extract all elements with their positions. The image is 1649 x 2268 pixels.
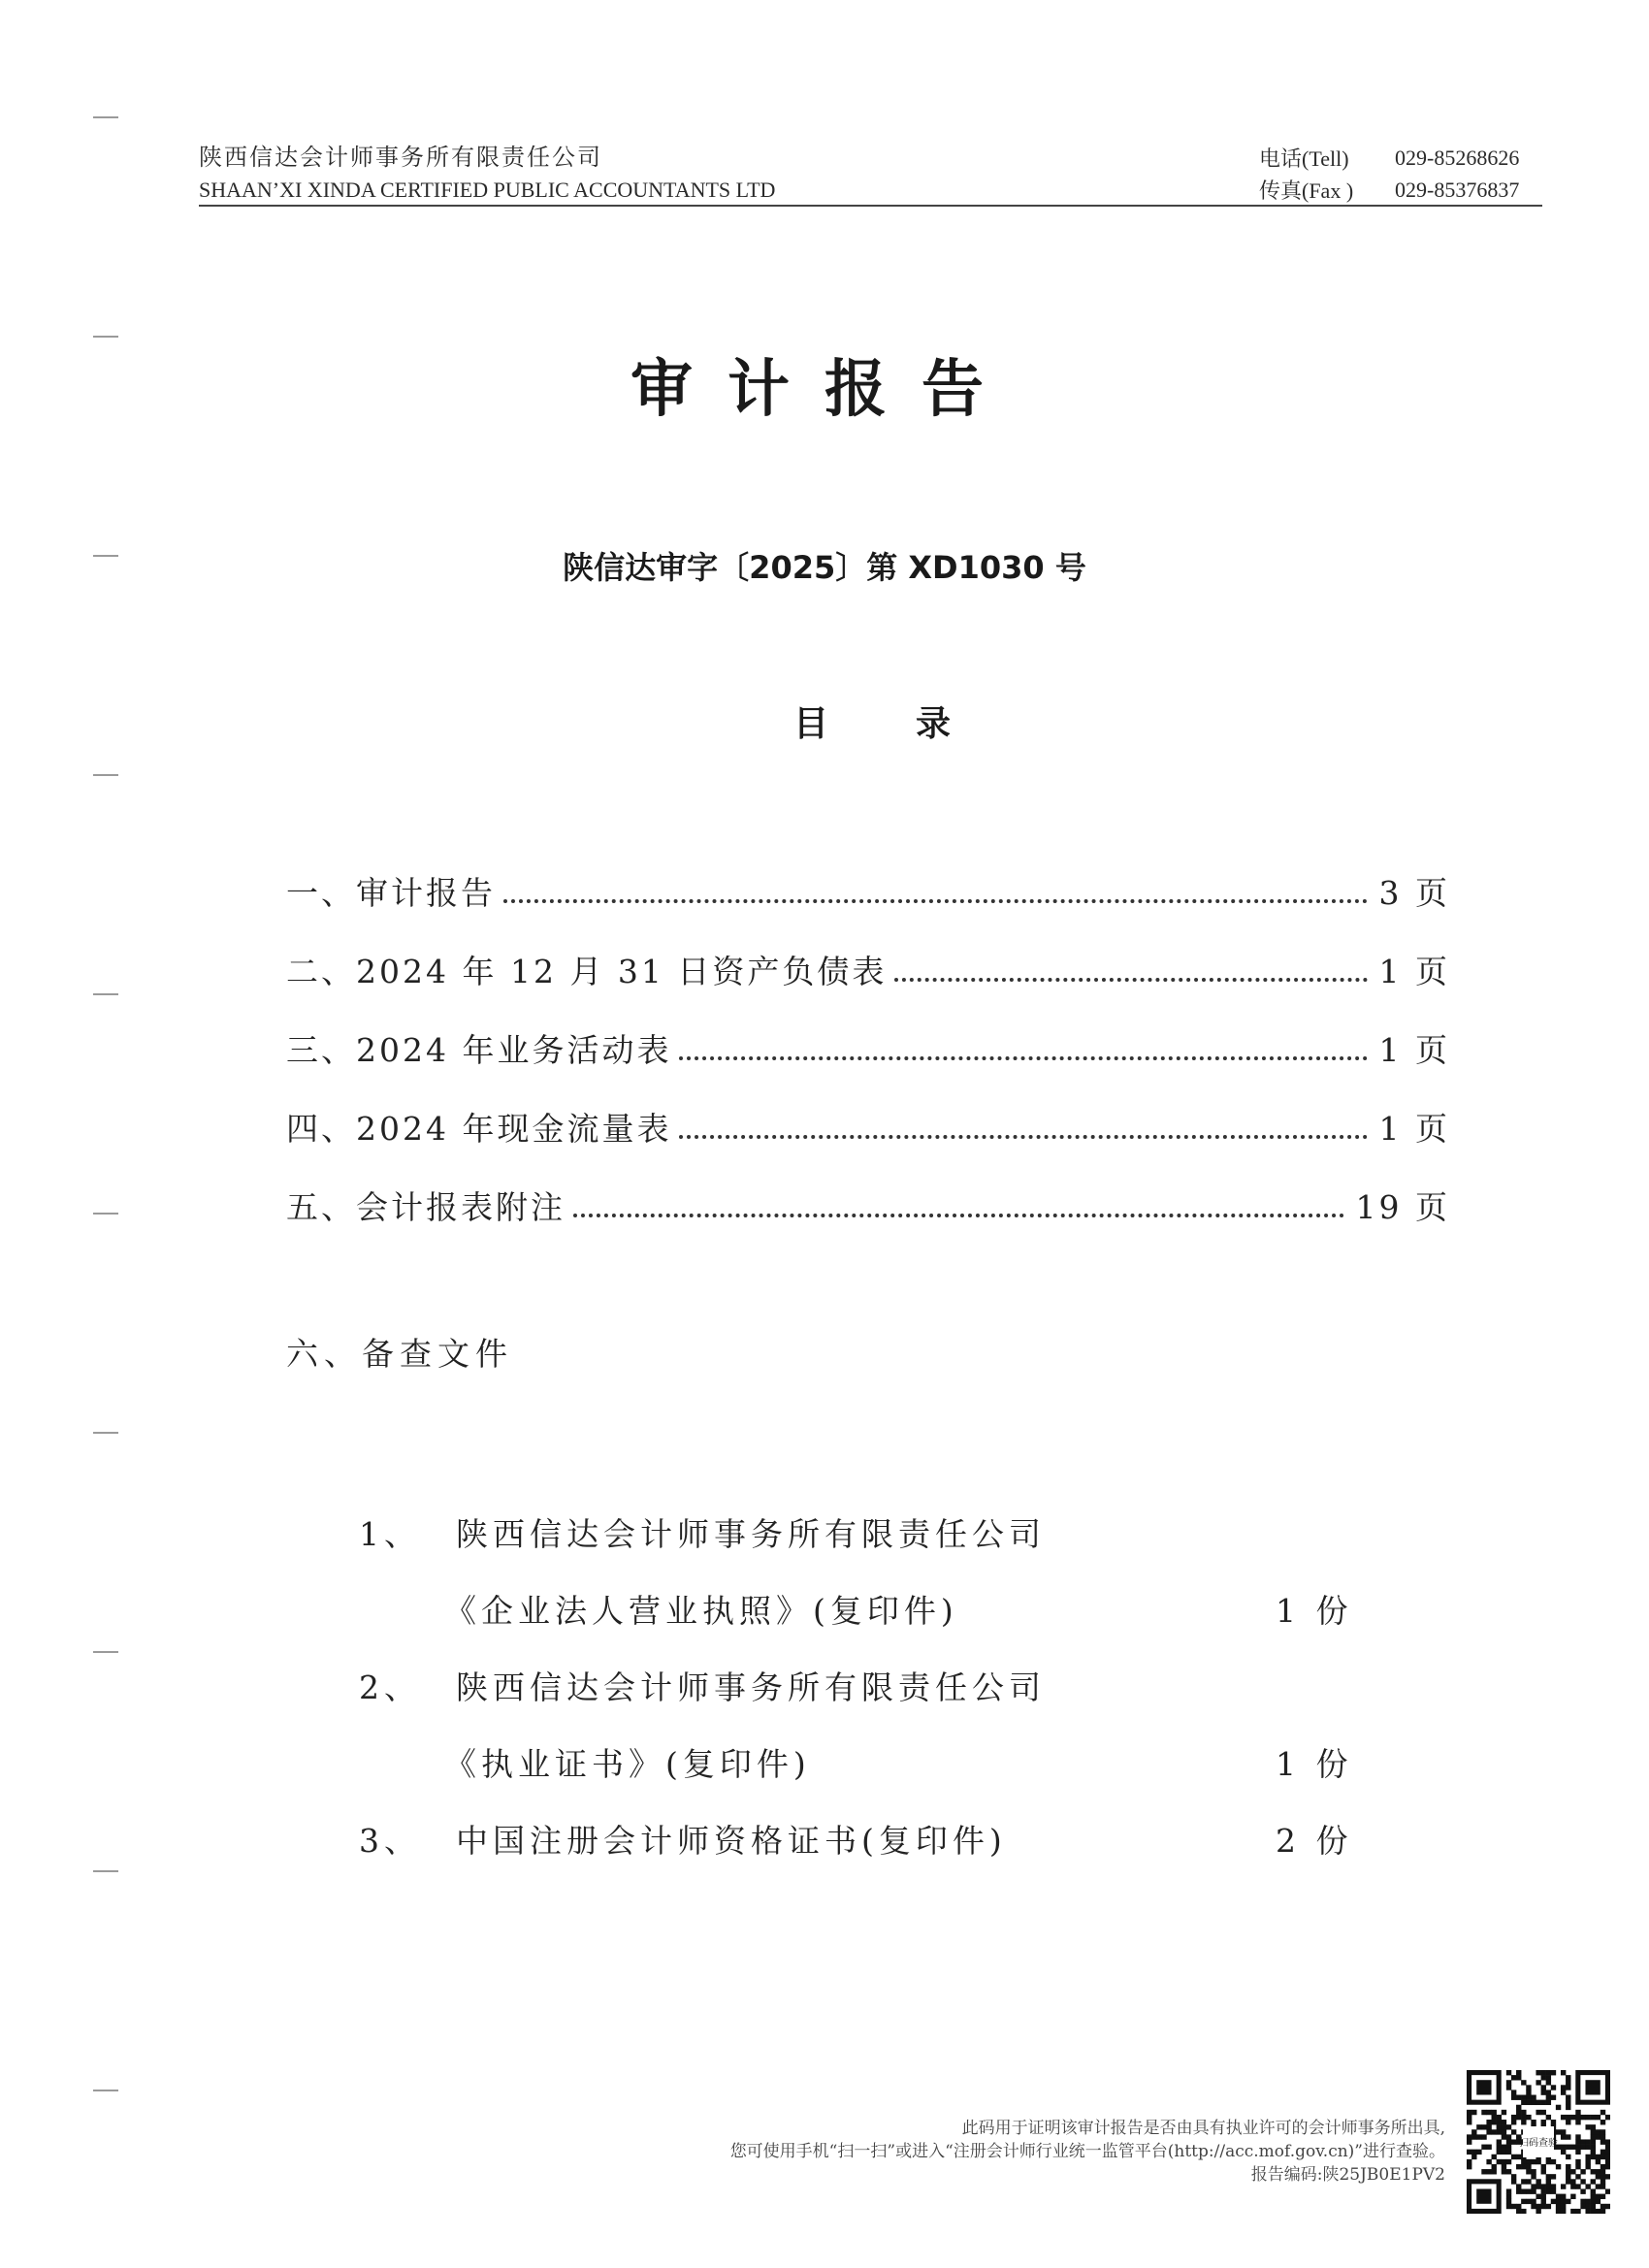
annex-item bbox=[359, 1494, 1368, 1571]
toc-item-page: 1 页 bbox=[1378, 953, 1450, 990]
toc-item-label: 三、2024 年业务活动表 bbox=[286, 1031, 672, 1069]
verification-line: 您可使用手机“扫一扫”或进入“注册会计师行业统一监管平台(http://acc.mof.gov.cn)”进行查验。 bbox=[729, 2142, 1445, 2161]
fax-number: 029-85376837 bbox=[1395, 177, 1520, 202]
toc-item-page: 19 页 bbox=[1355, 1188, 1450, 1226]
annex-item-document: 《企业法人营业执照》(复印件) bbox=[444, 1592, 958, 1630]
company-name-cn: 陕西信达会计师事务所有限责任公司 bbox=[199, 144, 602, 171]
report-code: 报告编码:陕25JB0E1PV2 bbox=[1250, 2165, 1445, 2185]
binding-mark bbox=[93, 1432, 118, 1434]
binding-mark bbox=[93, 1651, 118, 1653]
binding-mark bbox=[93, 774, 118, 776]
toc-item-label: 一、审计报告 bbox=[286, 874, 496, 912]
qr-code-label: 扫码查验 bbox=[1519, 2138, 1558, 2149]
toc-item bbox=[286, 1087, 1450, 1166]
tel-row bbox=[1259, 142, 1519, 174]
annex-item-count: 1 份 bbox=[1276, 1745, 1353, 1783]
toc-item-page: 1 页 bbox=[1378, 1031, 1450, 1069]
binding-mark bbox=[93, 116, 118, 118]
binding-mark bbox=[93, 993, 118, 995]
annex-item-count: 1 份 bbox=[1276, 1592, 1353, 1630]
toc-leader-dots bbox=[679, 1135, 1367, 1139]
toc-item-label: 五、会计报表附注 bbox=[286, 1188, 566, 1226]
annex-item-detail bbox=[359, 1724, 1368, 1800]
annex-item-number: 2、 bbox=[359, 1669, 421, 1706]
tel-label: 电话(Tell) bbox=[1259, 146, 1349, 171]
binding-mark bbox=[93, 336, 118, 338]
annex-item-issuer: 陕西信达会计师事务所有限责任公司 bbox=[456, 1515, 1046, 1553]
annex-item-number: 1、 bbox=[359, 1515, 421, 1553]
annex-item-count: 2 份 bbox=[1276, 1822, 1353, 1860]
binding-mark bbox=[93, 1213, 118, 1215]
toc-item-label: 二、2024 年 12 月 31 日资产负债表 bbox=[286, 953, 888, 990]
toc-item bbox=[286, 1009, 1450, 1087]
letterhead-divider bbox=[199, 205, 1542, 207]
annex-item-number: 3、 bbox=[359, 1822, 421, 1860]
verification-note bbox=[543, 2117, 1445, 2187]
report-number: 陕信达审字〔2025〕第 XD1030 号 bbox=[563, 549, 1086, 586]
report-title: 审计报告 bbox=[630, 354, 1018, 426]
qr-code-icon[interactable] bbox=[1467, 2070, 1610, 2214]
binding-mark bbox=[93, 1870, 118, 1872]
fax-row bbox=[1259, 174, 1519, 206]
company-name-en: SHAAN’XI XINDA CERTIFIED PUBLIC ACCOUNTANTS LTD bbox=[199, 178, 776, 202]
toc-item bbox=[286, 930, 1450, 1009]
annex-item-issuer: 陕西信达会计师事务所有限责任公司 bbox=[456, 1669, 1046, 1706]
table-of-contents bbox=[286, 852, 1450, 1245]
annex-list bbox=[359, 1494, 1368, 1877]
toc-item-page: 3 页 bbox=[1378, 874, 1450, 912]
toc-heading: 目录 bbox=[793, 704, 1039, 744]
annex-item bbox=[359, 1647, 1368, 1724]
tel-number: 029-85268626 bbox=[1395, 145, 1520, 170]
annex-title: 六、备查文件 bbox=[286, 1335, 513, 1373]
toc-leader-dots bbox=[573, 1214, 1344, 1217]
verification-line: 此码用于证明该审计报告是否由具有执业许可的会计师事务所出具, bbox=[961, 2119, 1445, 2138]
toc-item-label: 四、2024 年现金流量表 bbox=[286, 1110, 672, 1148]
qr-code-graphic bbox=[1467, 2070, 1610, 2214]
binding-mark bbox=[93, 2090, 118, 2091]
toc-item bbox=[286, 852, 1450, 930]
annex-item-document: 中国注册会计师资格证书(复印件) bbox=[456, 1822, 1007, 1860]
annex-item-detail bbox=[359, 1571, 1368, 1647]
toc-item-page: 1 页 bbox=[1378, 1110, 1450, 1148]
letterhead-company bbox=[199, 138, 775, 203]
toc-item bbox=[286, 1166, 1450, 1245]
letterhead-contact bbox=[1259, 142, 1519, 206]
annex-item-document: 《执业证书》(复印件) bbox=[444, 1745, 811, 1783]
toc-leader-dots bbox=[894, 978, 1367, 982]
toc-leader-dots bbox=[503, 899, 1368, 903]
annex-item bbox=[359, 1800, 1368, 1877]
fax-label: 传真(Fax ) bbox=[1259, 178, 1354, 203]
toc-leader-dots bbox=[679, 1056, 1367, 1060]
